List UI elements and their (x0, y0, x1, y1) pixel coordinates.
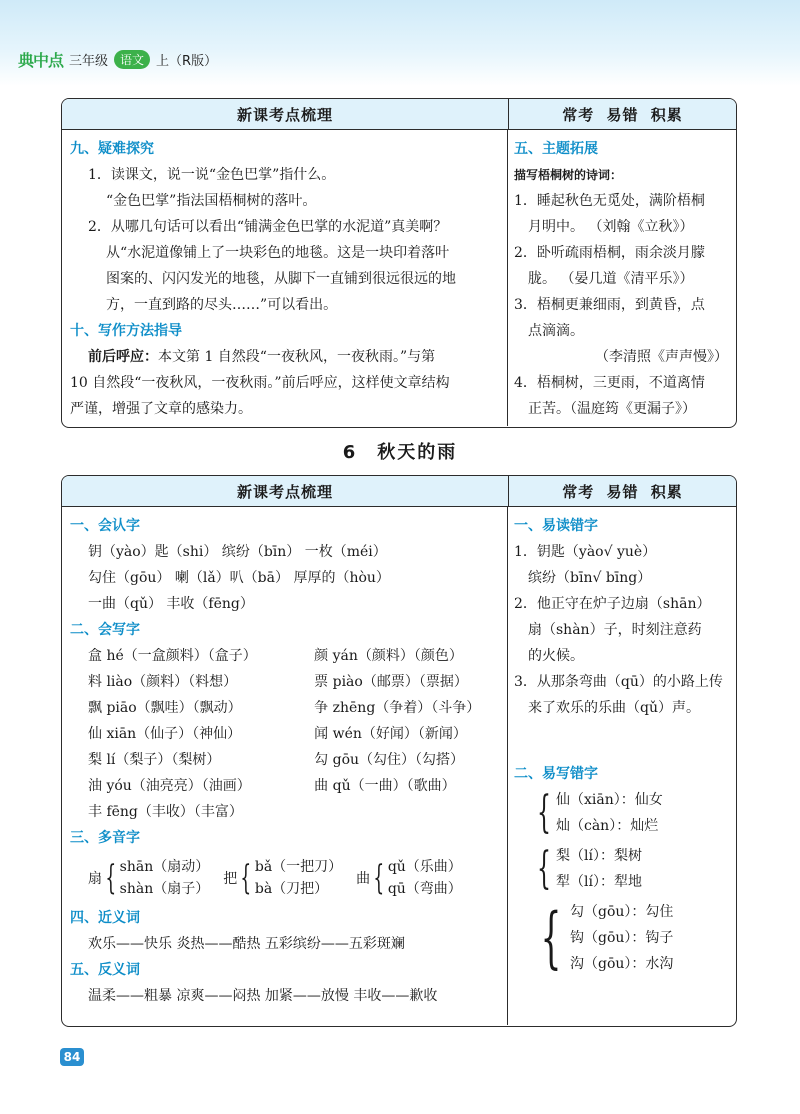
miswrite-item: 勾（gōu）：勾住 (570, 904, 674, 920)
misread-line: 来了欢乐的乐曲（qǔ）声。 (528, 700, 700, 716)
polyphone-row (70, 851, 501, 905)
section-heading: 九、疑难探究 (70, 141, 154, 157)
misread-line: 1．钥匙（yào√ yuè） (514, 544, 657, 560)
miswrite-item: 仙（xiān）：仙女 (556, 792, 663, 808)
polyphone-group (223, 856, 342, 900)
grade-label: 三年级 (69, 53, 109, 69)
top-banner (0, 0, 800, 86)
polyphone-char: 把 (223, 871, 238, 887)
miswrite-group (532, 899, 730, 977)
answer-2-line: 方，一直到路的尽头……”可以看出。 (106, 297, 338, 313)
miswrite-group (532, 787, 730, 839)
synonyms: 欢乐——快乐 炎热——酷热 五彩缤纷——五彩斑斓 (88, 936, 405, 952)
polyphone-char: 曲 (356, 871, 371, 887)
answer-2-line: 图案的、闪闪发光的地毯，从脚下一直铺到很远很远的地 (106, 271, 456, 287)
miswrite-item: 沟（gōu）：水沟 (570, 956, 674, 972)
section-heading: 一、会认字 (70, 518, 140, 534)
write-cell: 丰 fēng（丰收）（丰富） (88, 804, 243, 820)
recognize-row: 勾住（gōu） 喇（lǎ）叭（bā） 厚厚的（hòu） (88, 570, 390, 586)
polyphone-group (356, 856, 462, 900)
polyphone-readings (388, 856, 462, 900)
misread-line: 3．从那条弯曲（qū）的小路上传 (514, 674, 723, 690)
polyphone-char: 扇 (88, 871, 102, 887)
poem-line: 1．睡起秋色无觅处，满阶梧桐 (514, 193, 705, 209)
section-heading: 二、会写字 (70, 622, 140, 638)
misread-line: 扇（shàn）子，时刻注意药 (528, 622, 702, 638)
write-row (70, 643, 501, 669)
polyphone-readings (255, 856, 342, 900)
box-right-title: 常考 易错 积累 (562, 105, 683, 124)
write-cell (314, 799, 501, 825)
misread-line: 缤纷（bīn√ bīng） (528, 570, 652, 586)
right-column (508, 130, 736, 426)
write-characters-grid (70, 643, 501, 825)
polyphone-reading: bà（刀把） (254, 881, 329, 897)
book-header (18, 48, 217, 70)
term-label: 上（R版） (156, 53, 218, 69)
write-row (70, 721, 501, 747)
brace-glyph: { (540, 899, 562, 976)
polyphone-reading: qū（弯曲） (387, 881, 462, 897)
review-box-lesson6 (61, 475, 737, 1027)
box-left-title: 新课考点梳理 (62, 476, 509, 506)
poem-subtitle: 描写梧桐树的诗词： (514, 168, 623, 182)
question-2: 2．从哪几句话可以看出“铺满金色巴掌的水泥道”真美啊？ (88, 219, 448, 235)
miswrite-groups (514, 787, 730, 977)
section-heading: 二、易写错字 (514, 766, 598, 782)
box-right-title: 常考 易错 积累 (562, 482, 683, 501)
write-row (70, 669, 501, 695)
polyphone-reading: qǔ（乐曲） (387, 859, 462, 875)
poem-line: 正苦。（温庭筠《更漏子》） (528, 401, 696, 417)
write-cell: 飘 piāo（飘哇）（飘动） (88, 700, 242, 716)
answer-2-line: 从“水泥道像铺上了一块彩色的地毯。这是一块印着落叶 (106, 245, 450, 261)
section-heading: 五、主题拓展 (514, 141, 598, 157)
left-column (62, 130, 508, 426)
poem-line: 2．卧听疏雨梧桐，雨余淡月朦 (514, 245, 705, 261)
section-heading: 五、反义词 (70, 962, 140, 978)
miswrite-item: 梨（lí）：梨树 (556, 848, 642, 864)
subject-badge: 语文 (114, 50, 150, 69)
write-row (70, 695, 501, 721)
lesson-title: 6 秋天的雨 (342, 442, 458, 463)
brace-glyph: { (373, 858, 385, 898)
write-cell: 料 liào（颜料）（料想） (88, 674, 238, 690)
write-cell: 仙 xiān（仙子）（神仙） (88, 726, 242, 742)
miswrite-group (532, 843, 730, 895)
writing-keyword: 前后呼应： (88, 349, 158, 365)
miswrite-item: 犁（lí）：犁地 (556, 874, 642, 890)
write-row (70, 747, 501, 773)
writing-tip-line: 严谨，增强了文章的感染力。 (70, 401, 252, 417)
poem-line: 月明中。 （刘翰《立秋》） (528, 219, 694, 235)
brace-glyph: { (105, 858, 117, 898)
miswrite-item: 灿（càn）：灿烂 (556, 818, 659, 834)
page-number: 84 (60, 1048, 84, 1066)
write-cell: 盒 hé（一盒颜料）（盒子） (88, 648, 257, 664)
write-cell: 油 yóu（油亮亮）（油画） (88, 778, 251, 794)
section-heading: 三、多音字 (70, 830, 140, 846)
brace-glyph: { (537, 787, 551, 838)
polyphone-reading: shān（扇动） (119, 859, 210, 875)
answer-1: “金色巴掌”指法国梧桐树的落叶。 (106, 193, 317, 209)
polyphone-group (88, 856, 209, 900)
write-cell: 曲 qǔ（一曲）（歌曲） (314, 778, 456, 794)
section-heading: 四、近义词 (70, 910, 140, 926)
recognize-row: 钥（yào）匙（shi） 缤纷（bīn） 一枚（méi） (88, 544, 387, 560)
section-heading: 一、易读错字 (514, 518, 598, 534)
polyphone-reading: bǎ（一把刀） (254, 859, 343, 875)
write-cell: 争 zhēng（争着）（斗争） (314, 700, 481, 716)
antonyms: 温柔——粗暴 凉爽——闷热 加紧——放慢 丰收——歉收 (88, 988, 438, 1004)
write-cell: 颜 yán（颜料）（颜色） (314, 648, 463, 664)
write-cell: 勾 gōu（勾住）（勾搭） (314, 752, 465, 768)
write-cell: 票 piào（邮票）（票据） (314, 674, 468, 690)
question-1: 1．读课文，说一说“金色巴掌”指什么。 (88, 167, 336, 183)
polyphone-readings (120, 856, 210, 900)
brace-glyph: { (537, 843, 551, 894)
miswrite-items (570, 899, 673, 977)
recognize-row: 一曲（qǔ） 丰收（fēng） (88, 596, 254, 612)
write-row (70, 799, 501, 825)
polyphone-reading: shàn（扇子） (119, 881, 210, 897)
write-row (70, 773, 501, 799)
writing-tip-line (70, 344, 501, 370)
box-left-title: 新课考点梳理 (62, 99, 509, 129)
review-box-lesson5 (61, 98, 737, 428)
writing-text: 本文第 1 自然段“一夜秋风，一夜秋雨。”与第 (158, 349, 436, 365)
poem-line: 胧。 （晏几道《清平乐》） (528, 271, 694, 287)
misread-line: 的火候。 (528, 648, 584, 664)
miswrite-items (556, 843, 642, 895)
miswrite-item: 钩（gōu）：钩子 (570, 930, 674, 946)
poem-line: 点滴滴。 (528, 323, 584, 339)
writing-tip-line: 10 自然段“一夜秋风，一夜秋雨。”前后呼应，这样使文章结构 (70, 375, 450, 391)
left-column (62, 507, 508, 1025)
write-cell: 闻 wén（好闻）（新闻） (314, 726, 467, 742)
section-heading: 十、写作方法指导 (70, 323, 182, 339)
poem-line: 3．梧桐更兼细雨，到黄昏，点 (514, 297, 705, 313)
brace-glyph: { (240, 858, 252, 898)
poem-source: （李清照《声声慢》） (595, 349, 728, 365)
poem-line: 4．梧桐树，三更雨，不道离情 (514, 375, 705, 391)
miswrite-items (556, 787, 663, 839)
misread-line: 2．他正守在炉子边扇（shān） (514, 596, 711, 612)
write-cell: 梨 lí（梨子）（梨树） (88, 752, 221, 768)
right-column (508, 507, 736, 1025)
series-logo: 典中点 (18, 50, 64, 70)
